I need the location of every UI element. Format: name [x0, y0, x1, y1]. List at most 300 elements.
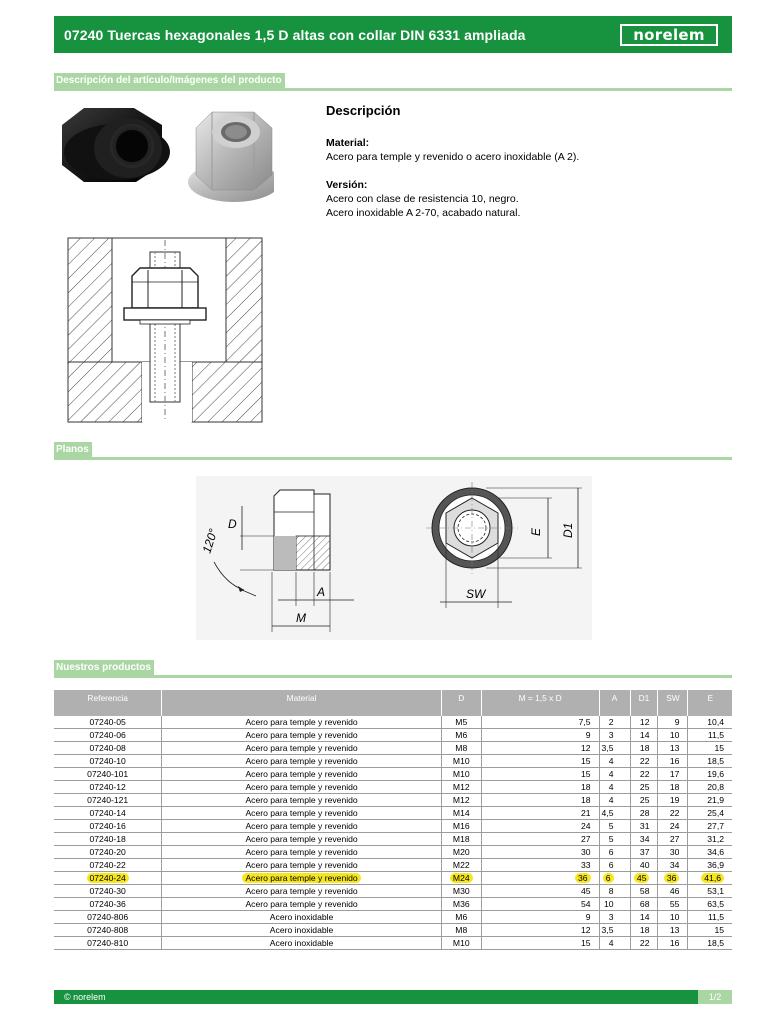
cell-e-text: 31,2 — [707, 834, 724, 845]
cell-sw-text: 46 — [669, 886, 680, 897]
cell-sw-text: 13 — [669, 743, 680, 754]
cell-e — [688, 729, 732, 742]
cell-e — [688, 911, 732, 924]
cell-e — [688, 872, 732, 885]
description-heading: Descripción — [326, 103, 401, 118]
cell-referencia — [54, 833, 162, 846]
cell-m-text: 54 — [580, 899, 591, 910]
table-row — [54, 716, 732, 729]
cell-d1 — [630, 911, 658, 924]
cell-a — [599, 781, 630, 794]
cell-d1 — [630, 833, 658, 846]
cell-d — [441, 755, 481, 768]
cell-material-text: Acero para temple y revenido — [245, 756, 358, 767]
cell-material-text: Acero inoxidable — [269, 912, 334, 923]
cell-referencia-text: 07240-36 — [89, 899, 126, 910]
table-row — [54, 846, 732, 859]
cell-e — [688, 716, 732, 729]
cell-m-text: 7,5 — [578, 717, 591, 728]
table-row — [54, 742, 732, 755]
cell-referencia — [54, 911, 162, 924]
cell-d1-text: 22 — [639, 769, 650, 780]
cell-e — [688, 794, 732, 807]
cell-d1 — [630, 716, 658, 729]
cell-a — [599, 937, 630, 950]
cell-referencia-text: 07240-806 — [87, 912, 129, 923]
table-row — [54, 898, 732, 911]
cell-d1 — [630, 781, 658, 794]
cell-d-text: M12 — [452, 782, 470, 793]
cell-sw-text: 36 — [664, 873, 680, 883]
cell-material-text: Acero para temple y revenido — [245, 847, 358, 858]
cell-d-text: M8 — [455, 743, 468, 754]
section-title: Nuestros productos — [54, 660, 154, 675]
cell-a-text: 6 — [608, 860, 614, 871]
cell-e — [688, 937, 732, 950]
cell-e-text: 18,5 — [707, 756, 724, 767]
table-row — [54, 807, 732, 820]
cell-e — [688, 807, 732, 820]
cell-a — [599, 859, 630, 872]
cell-referencia-text: 07240-101 — [87, 769, 129, 780]
cell-d-text: M14 — [452, 808, 470, 819]
norelem-logo — [620, 24, 718, 46]
cell-e-text: 20,8 — [707, 782, 724, 793]
table-row — [54, 833, 732, 846]
footer-copyright: © norelem — [64, 992, 106, 1002]
cell-referencia-text: 07240-14 — [89, 808, 126, 819]
cell-material-text: Acero para temple y revenido — [245, 717, 358, 728]
cell-sw-text: 27 — [669, 834, 680, 845]
cell-referencia-text: 07240-16 — [89, 821, 126, 832]
cell-sw-text: 17 — [669, 769, 680, 780]
cell-m-text: 36 — [575, 873, 591, 883]
cell-e-text: 18,5 — [707, 938, 724, 949]
cell-m-text: 24 — [580, 821, 591, 832]
cell-sw-text: 9 — [674, 717, 680, 728]
cell-e-text: 15 — [714, 743, 724, 754]
page-title: 07240 Tuercas hexagonales 1,5 D altas con collar DIN 6331 ampliada — [64, 26, 526, 43]
cell-m-text: 45 — [580, 886, 591, 897]
cell-e — [688, 833, 732, 846]
cell-d — [441, 911, 481, 924]
cell-a-text: 4,5 — [601, 808, 614, 819]
cell-e — [688, 742, 732, 755]
cell-material-text: Acero para temple y revenido — [245, 808, 358, 819]
cell-m-text: 21 — [580, 808, 591, 819]
cell-a — [599, 924, 630, 937]
cell-d-text: M16 — [452, 821, 470, 832]
cell-material-text: Acero para temple y revenido — [245, 834, 358, 845]
cell-material — [162, 820, 441, 833]
cell-sw — [658, 794, 688, 807]
cell-m — [481, 898, 599, 911]
cell-referencia — [54, 781, 162, 794]
cell-d1-text: 25 — [639, 782, 650, 793]
cell-sw-text: 16 — [669, 756, 680, 767]
cell-m-text: 15 — [580, 756, 591, 767]
cell-a — [599, 729, 630, 742]
table-row — [54, 755, 732, 768]
product-photos — [54, 100, 274, 215]
cell-e-text: 21,9 — [707, 795, 724, 806]
cell-a-text: 3,5 — [601, 925, 614, 936]
cell-m-text: 9 — [585, 730, 591, 741]
cell-sw-text: 13 — [669, 925, 680, 936]
cell-e-text: 53,1 — [707, 886, 724, 897]
version-line-1: Acero con clase de resistencia 10, negro. — [326, 193, 519, 205]
cell-d1-text: 22 — [639, 938, 650, 949]
cell-sw-text: 22 — [669, 808, 680, 819]
description-panel — [326, 104, 726, 234]
section-plans — [54, 442, 732, 460]
cell-d1 — [630, 859, 658, 872]
cell-d — [441, 820, 481, 833]
cell-material — [162, 846, 441, 859]
section-products — [54, 660, 732, 678]
cell-referencia-text: 07240-30 — [89, 886, 126, 897]
cell-referencia — [54, 742, 162, 755]
cell-d1 — [630, 898, 658, 911]
cell-sw — [658, 872, 688, 885]
cell-m-text: 33 — [580, 860, 591, 871]
cell-material — [162, 898, 441, 911]
cell-referencia-text: 07240-808 — [87, 925, 129, 936]
cell-referencia-text: 07240-18 — [89, 834, 126, 845]
cell-material — [162, 911, 441, 924]
cell-e-text: 15 — [714, 925, 724, 936]
cell-d-text: M10 — [452, 769, 470, 780]
cell-d — [441, 716, 481, 729]
cell-referencia — [54, 755, 162, 768]
cell-d1-text: 28 — [639, 808, 650, 819]
cell-e — [688, 755, 732, 768]
dim-label-angle: 120° — [199, 526, 221, 555]
cell-sw — [658, 924, 688, 937]
cell-d1-text: 40 — [639, 860, 650, 871]
cell-e-text: 11,5 — [707, 912, 724, 923]
cell-d — [441, 742, 481, 755]
cell-referencia — [54, 898, 162, 911]
cell-m — [481, 716, 599, 729]
cell-m-text: 27 — [580, 834, 591, 845]
dim-label-e: E — [529, 527, 543, 536]
cell-material — [162, 716, 441, 729]
cell-a — [599, 742, 630, 755]
cell-referencia-text: 07240-20 — [89, 847, 126, 858]
cell-d1 — [630, 937, 658, 950]
cell-m — [481, 924, 599, 937]
cell-d — [441, 846, 481, 859]
cell-referencia — [54, 937, 162, 950]
cell-e — [688, 924, 732, 937]
cell-m — [481, 781, 599, 794]
cell-referencia-text: 07240-24 — [87, 873, 129, 883]
col-header-d1: D1 — [630, 690, 658, 716]
cell-d1-text: 18 — [639, 743, 650, 754]
cell-a-text: 8 — [608, 886, 614, 897]
cell-e — [688, 846, 732, 859]
cell-material — [162, 768, 441, 781]
cell-sw-text: 10 — [669, 912, 680, 923]
cell-d1-text: 31 — [639, 821, 650, 832]
table-row — [54, 911, 732, 924]
table-row — [54, 859, 732, 872]
cell-d1-text: 12 — [639, 717, 650, 728]
cell-d — [441, 729, 481, 742]
cell-d1 — [630, 885, 658, 898]
cell-d-text: M10 — [452, 938, 470, 949]
cell-referencia — [54, 846, 162, 859]
cell-m — [481, 820, 599, 833]
cell-material — [162, 729, 441, 742]
cell-material — [162, 781, 441, 794]
cell-referencia — [54, 820, 162, 833]
cell-m-text: 18 — [580, 795, 591, 806]
products-table — [54, 690, 732, 950]
cell-d — [441, 924, 481, 937]
table-row — [54, 729, 732, 742]
cell-referencia-text: 07240-10 — [89, 756, 126, 767]
cell-referencia-text: 07240-05 — [89, 717, 126, 728]
cell-d-text: M12 — [452, 795, 470, 806]
cell-sw — [658, 742, 688, 755]
dim-label-m: M — [296, 611, 306, 625]
cell-a-text: 4 — [608, 795, 614, 806]
product-photo-image — [54, 100, 274, 215]
cell-referencia — [54, 794, 162, 807]
cell-sw — [658, 898, 688, 911]
cell-m — [481, 937, 599, 950]
cell-a — [599, 716, 630, 729]
cell-material — [162, 924, 441, 937]
cell-referencia — [54, 872, 162, 885]
cell-d1 — [630, 755, 658, 768]
material-label: Material: — [326, 137, 370, 149]
cell-m — [481, 885, 599, 898]
cell-a-text: 6 — [608, 847, 614, 858]
cell-material-text: Acero para temple y revenido — [245, 886, 358, 897]
cell-d — [441, 898, 481, 911]
cell-d1 — [630, 794, 658, 807]
cell-d1 — [630, 924, 658, 937]
cell-sw — [658, 729, 688, 742]
cell-sw — [658, 846, 688, 859]
cell-sw — [658, 911, 688, 924]
cell-material-text: Acero inoxidable — [269, 938, 334, 949]
cell-e-text: 19,6 — [707, 769, 724, 780]
col-header-e: E — [688, 690, 732, 716]
cell-m — [481, 911, 599, 924]
cell-sw — [658, 755, 688, 768]
cell-sw — [658, 716, 688, 729]
cell-m — [481, 794, 599, 807]
cell-d — [441, 937, 481, 950]
cell-m-text: 15 — [580, 769, 591, 780]
cell-d — [441, 833, 481, 846]
cell-sw — [658, 807, 688, 820]
cell-sw-text: 19 — [669, 795, 680, 806]
cell-material-text: Acero para temple y revenido — [245, 782, 358, 793]
cell-material — [162, 755, 441, 768]
cell-d1-text: 14 — [639, 912, 650, 923]
cell-e-text: 10,4 — [707, 717, 724, 728]
cell-d — [441, 872, 481, 885]
cell-sw-text: 30 — [669, 847, 680, 858]
cell-d1-text: 58 — [639, 886, 650, 897]
cell-a-text: 2 — [608, 717, 614, 728]
cell-d-text: M6 — [455, 912, 468, 923]
cell-e-text: 27,7 — [707, 821, 724, 832]
cell-d1 — [630, 768, 658, 781]
table-row — [54, 820, 732, 833]
table-row — [54, 781, 732, 794]
cell-referencia-text: 07240-06 — [89, 730, 126, 741]
cell-d-text: M18 — [452, 834, 470, 845]
cell-material — [162, 872, 441, 885]
version-label: Versión: — [326, 179, 368, 191]
table-row — [54, 768, 732, 781]
assembly-drawing-image — [60, 230, 276, 425]
technical-drawing — [196, 476, 592, 640]
cell-d1 — [630, 872, 658, 885]
cell-m-text: 12 — [580, 925, 591, 936]
cell-e — [688, 885, 732, 898]
cell-material-text: Acero para temple y revenido — [245, 821, 358, 832]
cell-d1 — [630, 742, 658, 755]
page-number: 1/2 — [698, 990, 732, 1004]
cell-d-text: M30 — [452, 886, 470, 897]
cell-a-text: 4 — [608, 756, 614, 767]
cell-sw — [658, 859, 688, 872]
col-header-d: D — [441, 690, 481, 716]
cell-sw-text: 55 — [669, 899, 680, 910]
cell-a-text: 3 — [608, 912, 614, 923]
cell-d1-text: 25 — [639, 795, 650, 806]
cell-a — [599, 833, 630, 846]
cell-d1-text: 34 — [639, 834, 650, 845]
cell-material-text: Acero para temple y revenido — [245, 769, 358, 780]
col-header-material: Material — [162, 690, 441, 716]
cell-sw — [658, 768, 688, 781]
dim-label-sw: SW — [466, 587, 486, 601]
cell-d-text: M22 — [452, 860, 470, 871]
cell-sw — [658, 820, 688, 833]
cell-a-text: 6 — [603, 873, 614, 883]
cell-m — [481, 742, 599, 755]
cell-sw-text: 24 — [669, 821, 680, 832]
cell-material — [162, 742, 441, 755]
cell-d1-text: 18 — [639, 925, 650, 936]
cell-e-text: 25,4 — [707, 808, 724, 819]
cell-a — [599, 846, 630, 859]
cell-e-text: 36,9 — [707, 860, 724, 871]
cell-sw — [658, 937, 688, 950]
cell-referencia-text: 07240-810 — [87, 938, 129, 949]
cell-referencia — [54, 807, 162, 820]
material-block — [326, 136, 726, 164]
section-title: Descripción del artículo/Imágenes del producto — [54, 73, 285, 88]
cell-a-text: 5 — [608, 821, 614, 832]
cell-d — [441, 807, 481, 820]
table-row — [54, 872, 732, 885]
cell-a-text: 10 — [603, 899, 614, 910]
cell-d — [441, 885, 481, 898]
cell-e-text: 63,5 — [707, 899, 724, 910]
cell-material-text: Acero inoxidable — [269, 925, 334, 936]
cell-m — [481, 807, 599, 820]
cell-sw-text: 10 — [669, 730, 680, 741]
cell-m-text: 12 — [580, 743, 591, 754]
cell-d1 — [630, 820, 658, 833]
cell-material — [162, 859, 441, 872]
dim-label-d: D — [228, 517, 237, 531]
cell-referencia-text: 07240-12 — [89, 782, 126, 793]
cell-d — [441, 768, 481, 781]
version-block — [326, 178, 726, 220]
table-row — [54, 924, 732, 937]
cell-m — [481, 859, 599, 872]
table-row — [54, 794, 732, 807]
cell-material-text: Acero para temple y revenido — [245, 743, 358, 754]
cell-m-text: 18 — [580, 782, 591, 793]
section-description-images — [54, 73, 732, 91]
table-header-row — [54, 690, 732, 716]
cell-a — [599, 768, 630, 781]
dim-label-d1: D1 — [561, 522, 575, 538]
cell-d1-text: 14 — [639, 730, 650, 741]
cell-material — [162, 833, 441, 846]
cell-m — [481, 872, 599, 885]
cell-d1 — [630, 846, 658, 859]
cell-a-text: 5 — [608, 834, 614, 845]
table-row — [54, 885, 732, 898]
cell-d — [441, 781, 481, 794]
dim-label-a: A — [317, 585, 326, 599]
cell-d-text: M36 — [452, 899, 470, 910]
technical-drawing-image — [196, 476, 592, 640]
cell-referencia — [54, 729, 162, 742]
cell-a — [599, 820, 630, 833]
cell-m — [481, 833, 599, 846]
section-title: Planos — [54, 442, 92, 457]
col-header-a: A — [599, 690, 630, 716]
cell-m-text: 15 — [580, 938, 591, 949]
cell-d1-text: 45 — [634, 873, 650, 883]
cell-e — [688, 768, 732, 781]
cell-material-text: Acero para temple y revenido — [245, 899, 358, 910]
cell-sw-text: 16 — [669, 938, 680, 949]
cell-referencia — [54, 768, 162, 781]
cell-referencia — [54, 859, 162, 872]
cell-a — [599, 872, 630, 885]
cell-d1-text: 68 — [639, 899, 650, 910]
cell-sw-text: 34 — [669, 860, 680, 871]
logo-text: norelem — [633, 25, 705, 44]
cell-a — [599, 755, 630, 768]
cell-a-text: 4 — [608, 938, 614, 949]
cell-sw-text: 18 — [669, 782, 680, 793]
cell-d1-text: 22 — [639, 756, 650, 767]
cell-d-text: M24 — [450, 873, 473, 883]
cell-material — [162, 807, 441, 820]
cell-referencia-text: 07240-08 — [89, 743, 126, 754]
cell-a — [599, 807, 630, 820]
cell-a — [599, 885, 630, 898]
cell-a — [599, 911, 630, 924]
cell-m — [481, 729, 599, 742]
cell-e-text: 41,6 — [701, 873, 724, 883]
